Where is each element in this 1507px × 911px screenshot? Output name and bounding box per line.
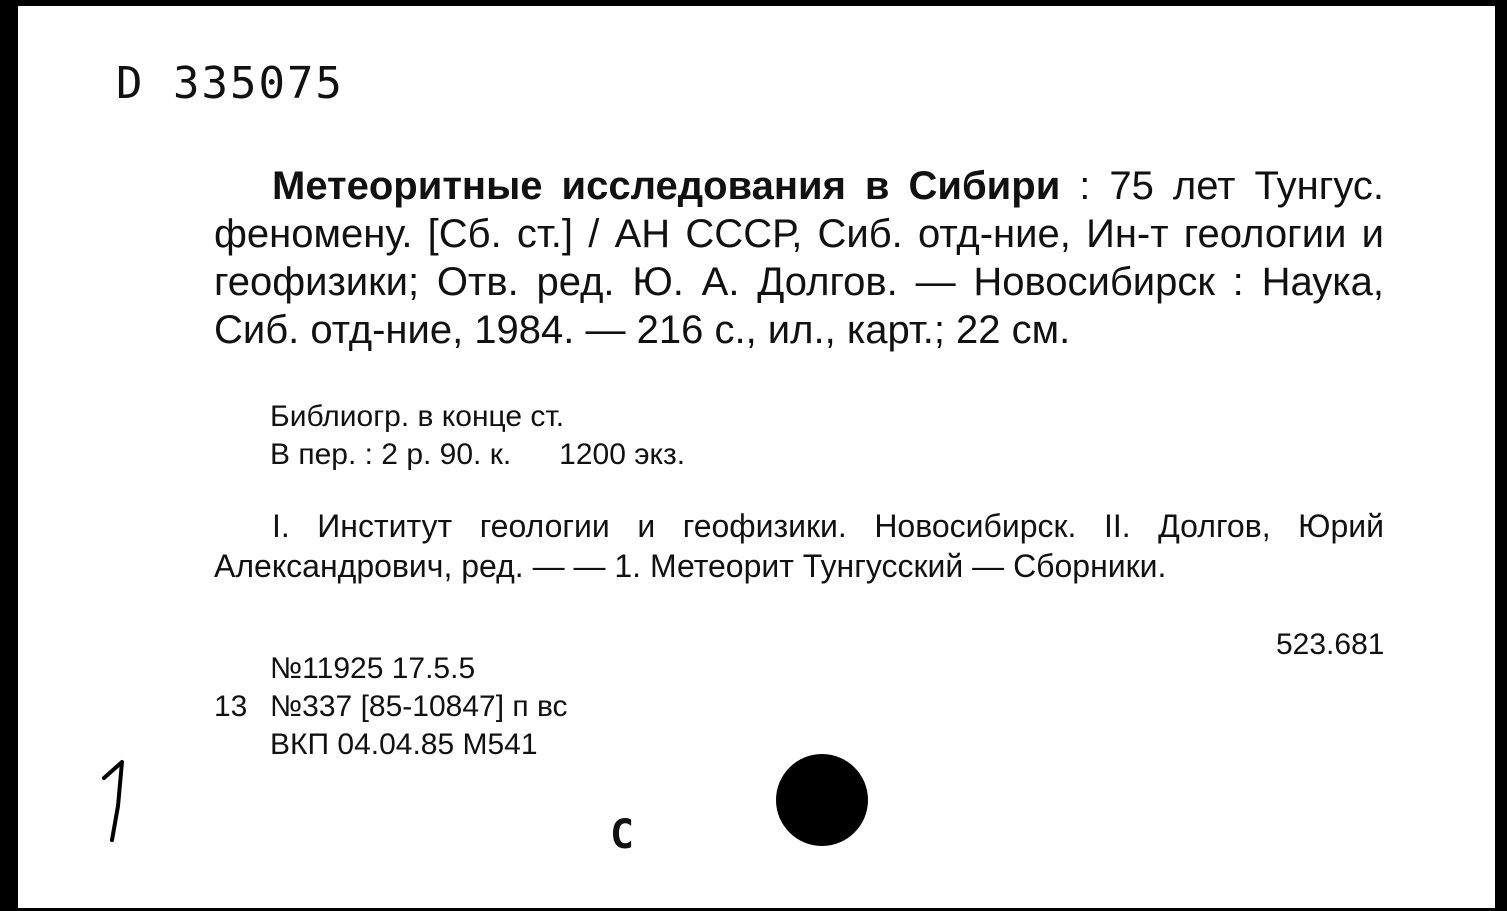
book-description: : 75 лет Тунгус. феномену. [Сб. ст.] / АН СССР, Сиб. отд-ние, Ин-т геологии и геофизики; Отв. ред. Ю. А. Долгов. — Новосибирск : Наука, Сиб. отд-ние, 1984. — 216 с., ил., карт.; 22 см. (214, 164, 1384, 352)
price: В пер. : 2 р. 90. к. (270, 438, 512, 471)
accession-code: №337 [85-10847] п вс (270, 690, 568, 723)
bibliographic-entry (214, 162, 1384, 354)
bibliography-note: Библиогр. в конце ст. (270, 400, 565, 433)
accession-line-1: №11925 17.5.5 (270, 652, 476, 685)
classification-number: 523.681 (1276, 628, 1385, 661)
punch-hole-icon (776, 754, 868, 846)
card-number: D 335075 (116, 58, 344, 109)
print-run: 1200 экз. (559, 438, 686, 471)
subject-headings: I. Институт геологии и геофизики. Новосибирск. II. Долгов, Юрий Александрович, ред. — — 1. Метеорит Тунгусский — Сборники. (214, 508, 1384, 584)
price-line (270, 438, 685, 472)
accession-line-2 (214, 688, 568, 726)
book-title: Метеоритные исследования в Сибири (272, 164, 1061, 208)
handwritten-one-icon (96, 756, 136, 846)
accession-line-3: ВКП 04.04.85 М541 (270, 728, 538, 761)
accession-prefix: 13 (214, 690, 248, 723)
letter-mark: С (610, 812, 635, 858)
